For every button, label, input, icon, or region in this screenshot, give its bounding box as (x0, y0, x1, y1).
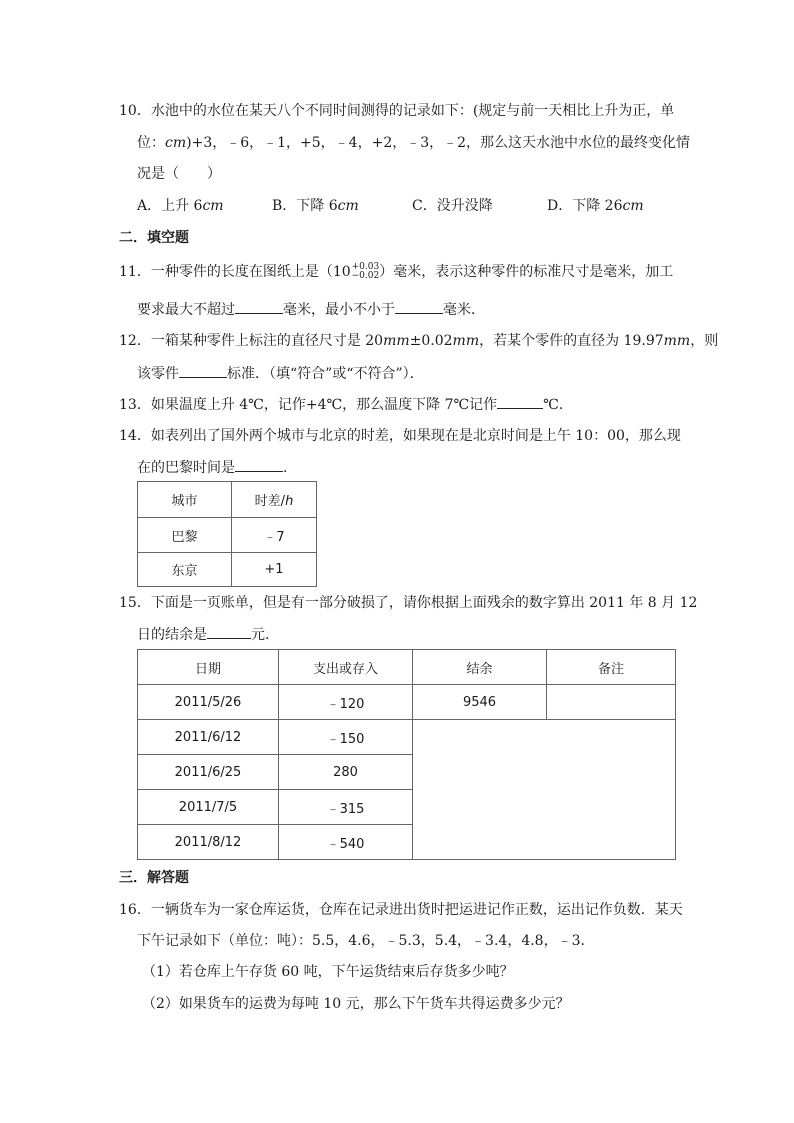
q13-text-b: ℃. (543, 397, 564, 413)
q11-tolerance (352, 263, 380, 281)
q16-line2: 下午记录如下（单位：吨）：5.5，4.6，﹣5.3，5.4，﹣3.4，4.8，﹣3． (137, 933, 595, 949)
answer-blank[interactable] (395, 299, 443, 314)
table-header-cell: 城市 (138, 482, 232, 518)
option-unit: cm (337, 198, 359, 214)
table-cell (547, 685, 676, 720)
q15-text-b: 元． (251, 627, 279, 643)
q10-option-a (137, 196, 224, 216)
q11-text-b: ）毫米，表示这种零件的标准尺寸是毫米，加工 (379, 264, 674, 280)
q12-text-c: ，则 (690, 333, 719, 349)
q11-text-e: 毫米． (443, 302, 485, 318)
option-label: A．上升 6 (137, 198, 203, 214)
q16-line1: 16．一辆货车为一家仓库运货，仓库在记录进出货时把运进记作正数，运出记作负数．某天 (119, 902, 683, 918)
answer-blank[interactable] (179, 363, 227, 378)
unit-mm: mm (452, 333, 480, 349)
q14-line1: 14．如表列出了国外两个城市与北京的时差，如果现在是北京时间是上午 10：00，那么现 (119, 428, 681, 444)
answer-blank[interactable] (207, 624, 251, 639)
header-unit: h (285, 494, 294, 509)
table-row (138, 685, 676, 720)
option-label: C．没升没降 (412, 198, 493, 214)
section-heading-fill-blank: 二．填空题 (119, 230, 189, 246)
answer-blank[interactable] (235, 457, 283, 472)
q11-text-c: 要求最大不超过 (137, 302, 235, 318)
table-cell: ﹣150 (279, 720, 413, 755)
table-cell: 2011/6/25 (138, 755, 279, 790)
header-label: 时差/ (254, 494, 286, 509)
q14-line2 (137, 457, 287, 478)
q12-line2 (137, 363, 424, 384)
q12-line1 (119, 331, 718, 351)
table-cell: ﹣315 (279, 790, 413, 825)
table-header-cell: 支出或存入 (279, 650, 413, 685)
tolerance-lower: −0.02 (351, 271, 380, 281)
table-header-cell: 结余 (413, 650, 547, 685)
table-cell: 2011/5/26 (138, 685, 279, 720)
q12-text-d: 该零件 (137, 366, 179, 382)
q15-line2 (137, 624, 279, 645)
table-cell: ﹣120 (279, 685, 413, 720)
q12-pm: ±0.02 (409, 333, 453, 349)
table-cell: 2011/8/12 (138, 825, 279, 860)
table-cell: 9546 (413, 685, 547, 720)
q10-line2-prefix: 位： (137, 135, 165, 151)
q14-text-b: . (283, 460, 288, 476)
table-cell: 巴黎 (138, 518, 232, 553)
table-header-cell: 备注 (547, 650, 676, 685)
q10-unit: cm (165, 135, 187, 151)
table-row (138, 553, 317, 587)
table-header-row (138, 482, 317, 518)
answer-blank[interactable] (235, 299, 283, 314)
tolerance-upper: +0.03 (351, 262, 380, 272)
q11-text-a: 11．一种零件的长度在图纸上是（10 (119, 264, 351, 280)
table-cell: 2011/6/12 (138, 720, 279, 755)
table-header-cell: 日期 (138, 650, 279, 685)
q13-text-a: 13．如果温度上升 4℃，记作+4℃，那么温度下降 7℃记作 (119, 397, 498, 413)
table-row (138, 720, 676, 755)
option-label: D．下降 26 (547, 198, 623, 214)
table-cell: +1 (232, 553, 317, 587)
q14-text-a: 在的巴黎时间是 (137, 460, 235, 476)
table-cell: ﹣540 (279, 825, 413, 860)
q10-line3: 况是（ ） (137, 166, 221, 182)
table-row (138, 518, 317, 553)
q10-line2-body: )+3，﹣6，﹣1，+5，﹣4，+2，﹣3，﹣2，那么这天水池中水位的最终变化情 (186, 135, 691, 151)
torn-area (413, 720, 676, 860)
q11-line2 (137, 299, 485, 320)
time-difference-table (137, 481, 317, 587)
q11-line1 (119, 262, 673, 282)
option-unit: cm (622, 198, 644, 214)
unit-mm: mm (663, 333, 691, 349)
q10-option-c (412, 196, 493, 216)
q15-line1: 15．下面是一页账单，但是有一部分破损了，请你根据上面残余的数字算出 2011 年 8 月 12 (119, 595, 698, 611)
q16-sub2: （2）如果货车的运费为每吨 10 元，那么下午货车共得运费多少元？ (142, 996, 570, 1012)
q11-text-d: 毫米，最小不小于 (283, 302, 395, 318)
q10-line1: 10．水池中的水位在某天八个不同时间测得的记录如下：(规定与前一天相比上升为正，单 (119, 103, 675, 119)
option-unit: cm (202, 198, 224, 214)
answer-blank[interactable] (497, 394, 543, 409)
q10-option-b (272, 196, 359, 216)
account-table (137, 649, 676, 860)
q12-text-b: ，若某个零件的直径为 19.97 (479, 333, 664, 349)
table-header-row (138, 650, 676, 685)
table-cell: ﹣7 (232, 518, 317, 553)
table-header-cell (232, 482, 317, 518)
q10-option-d (547, 196, 644, 216)
table-cell: 东京 (138, 553, 232, 587)
q16-sub1: （1）若仓库上午存货 60 吨，下午运货结束后存货多少吨？ (142, 964, 514, 980)
q10-line2 (137, 133, 690, 153)
table-cell: 2011/7/5 (138, 790, 279, 825)
section-heading-solve: 三．解答题 (119, 870, 189, 886)
table-cell: 280 (279, 755, 413, 790)
option-label: B．下降 6 (272, 198, 338, 214)
q12-text-a: 12．一箱某种零件上标注的直径尺寸是 20 (119, 333, 384, 349)
q12-text-e: 标准．（填“符合”或“不符合”）． (227, 366, 424, 382)
unit-mm: mm (383, 333, 410, 349)
q13-line (119, 394, 563, 415)
q15-text-a: 日的结余是 (137, 627, 207, 643)
